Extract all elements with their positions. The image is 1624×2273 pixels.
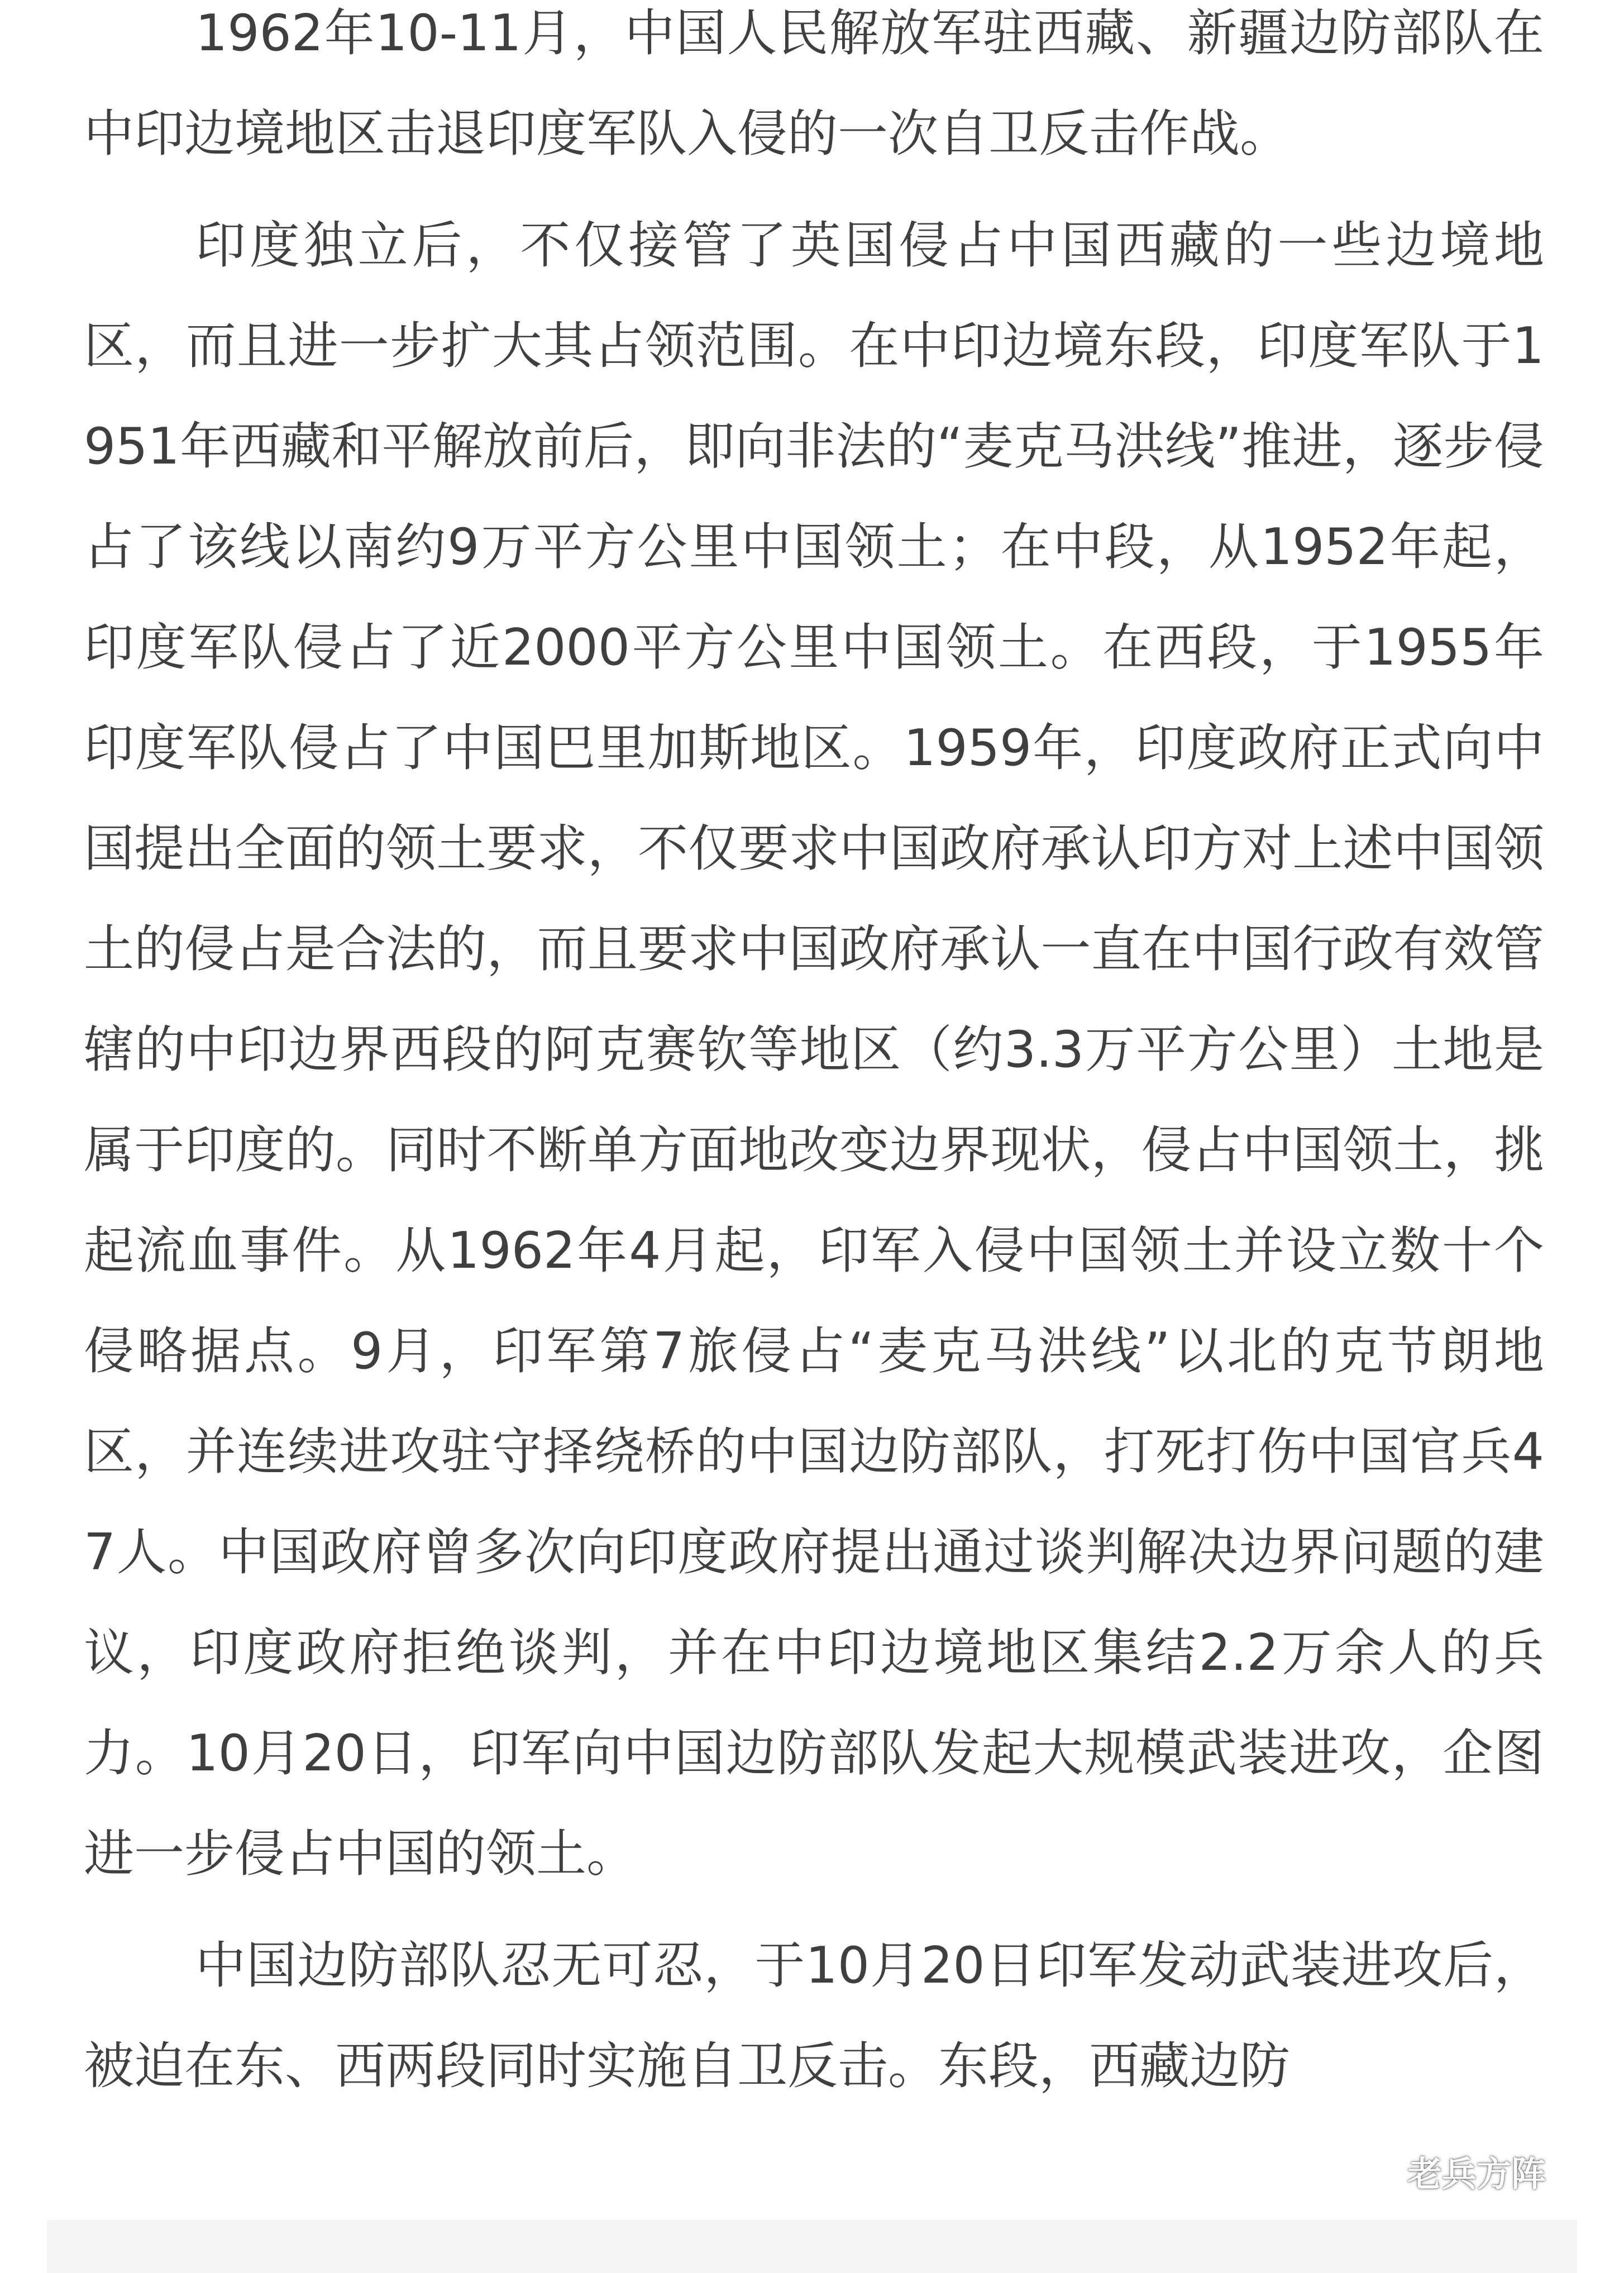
wechat-icon [1346, 2145, 1396, 2198]
article-paragraph-3: 中国边防部队忍无可忍，于10月20日印军发动武装进攻后，被迫在东、西两段同时实施自卫反击。东段，西藏边防 [84, 1936, 1544, 2095]
article-paragraph-2: 印度独立后，不仅接管了英国侵占中国西藏的一些边境地区，而且进一步扩大其占领范围。在中印边境东段，印度军队于1951年西藏和平解放前后，即向非法的“麦克马洪线”推进，逐步侵占了该线以南约9万平方公里中国领土；在中段，从1952年起，印度军队侵占了近2000平方公里中国领土。在西段，于1955年印度军队侵占了中国巴里加斯地区。1959年，印度政府正式向中国提出全面的领土要求，不仅要求中国政府承认印方对上述中国领土的侵占是合法的，而且要求中国政府承认一直在中国行政有效管辖的中印边界西段的阿克赛钦等地区（约3.3万平方公里）土地是属于印度的。同时不断单方面地改变边界现状，侵占中国领土，挑起流血事件。从1962年4月起，印军入侵中国领土并设立数十个侵略据点。9月，印军第7旅侵占“麦克马洪线”以北的克节朗地区，并连续进攻驻守择绕桥的中国边防部队，打死打伤中国官兵47人。中国政府曾多次向印度政府提出通过谈判解决边界问题的建议，印度政府拒绝谈判，并在中印边境地区集结2.2万余人的兵力。10月20日，印军向中国边防部队发起大规模武装进攻，企图进一步侵占中国的领土。 [84, 216, 1544, 1883]
article-paragraph-1: 1962年10-11月，中国人民解放军驻西藏、新疆边防部队在中印边境地区击退印度军队入侵的一次自卫反击作战。 [84, 4, 1544, 163]
footer-bar [47, 2220, 1577, 2273]
watermark-label: 老兵方阵 [1407, 2153, 1546, 2194]
watermark [1346, 2145, 1546, 2198]
article-body [84, 0, 1544, 2128]
